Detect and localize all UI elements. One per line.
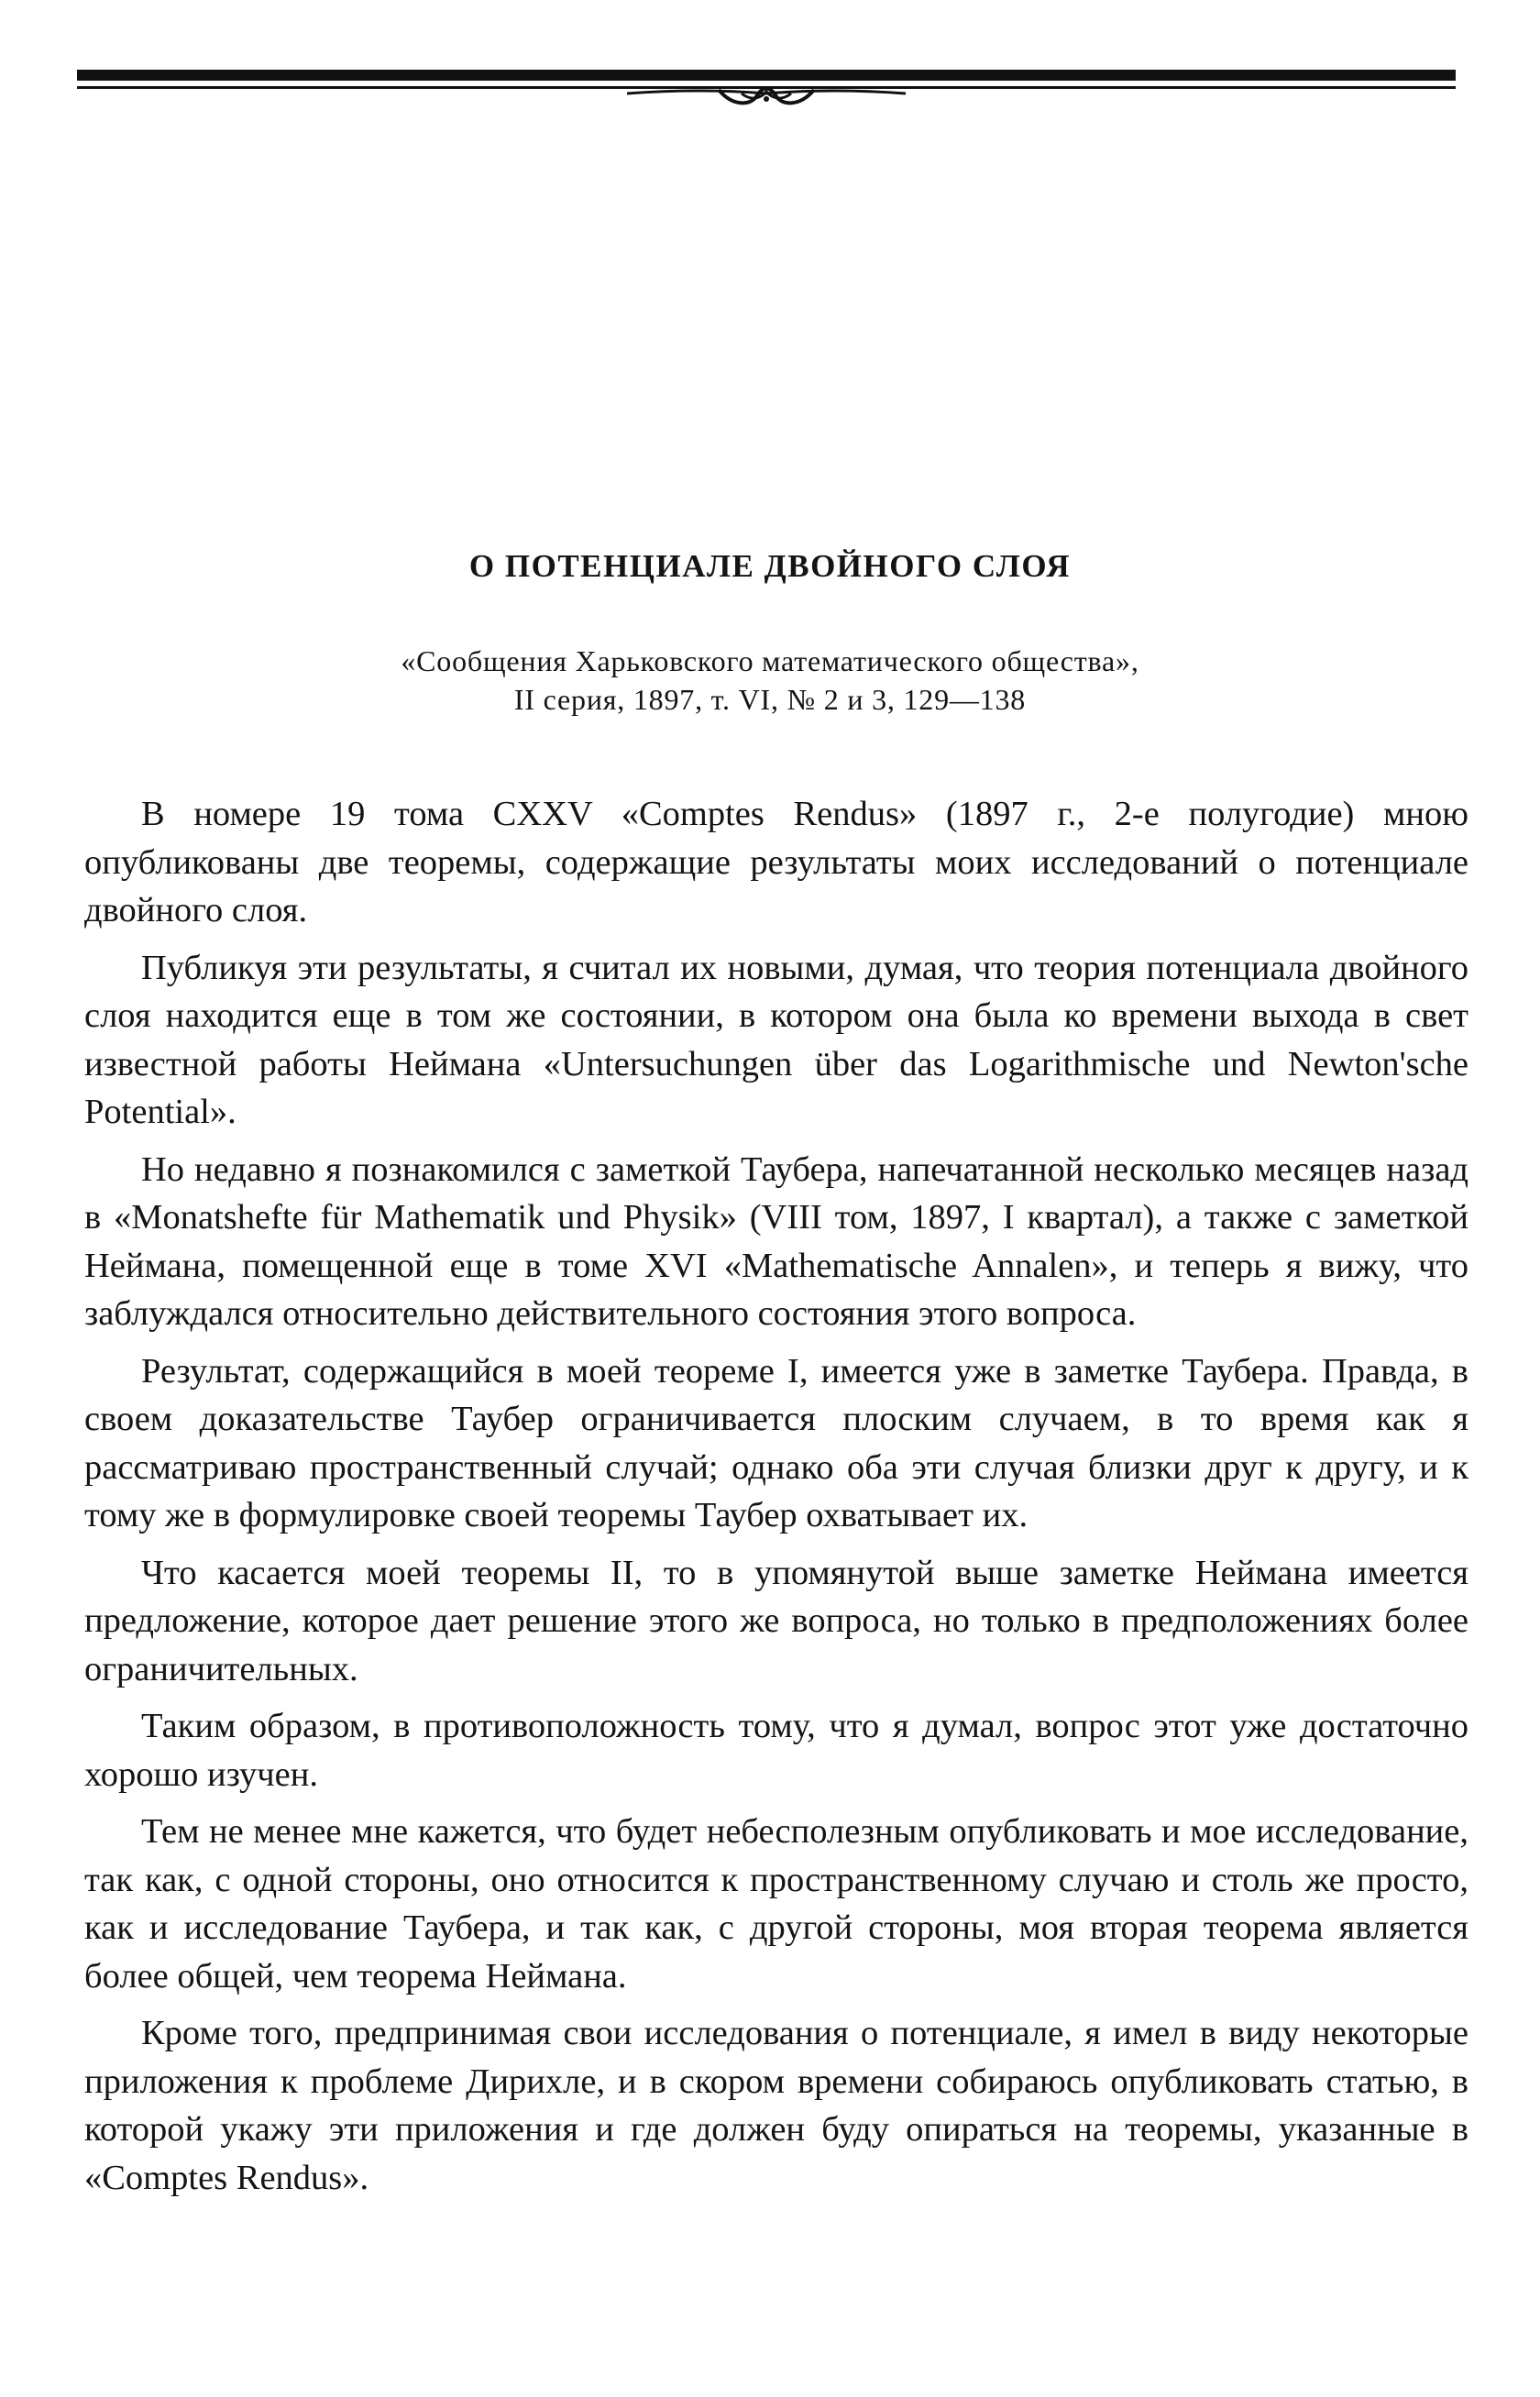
article-title: О ПОТЕНЦИАЛЕ ДВОЙНОГО СЛОЯ [468,548,1072,584]
paragraph: Результат, содержащийся в моей теореме I, имеется уже в заметке Таубера. Правда, в своем доказательстве Таубер ограничивается плоским случаем, в то время как я рассматриваю пространственный случай; однако оба эти случая близки друг к другу, и к тому же в формулировке своей теоремы Таубер охватывает их. [84,1351,1468,1534]
paragraph: В номере 19 тома CXXV «Comptes Rendus» (1897 г., 2-е полугодие) мною опубликованы две теоремы, содержащие результаты моих исследований о потенциале двойного слоя. [84,795,1468,929]
paragraph: Что касается моей теоремы II, то в упомянутой выше заметке Неймана имеется предложение, которое дает решение этого же вопроса, но только в предположениях более ограничительных. [84,1553,1468,1688]
paragraph: Таким образом, в противоположность тому, что я думал, вопрос этот уже достаточно хорошо изучен. [84,1707,1468,1794]
source-citation [0,642,1540,719]
header-ornament [77,66,1456,108]
source-line-1: «Сообщения Харьковского математического общества», [401,644,1139,677]
paragraph: Тем не менее мне кажется, что будет небесполезным опубликовать и мое исследование, так как, с одной стороны, оно относится к пространственному случаю и столь же просто, как и исследование Таубера, и так как, с другой стороны, моя вторая теорема является более общей, чем теорема Неймана. [84,1812,1468,1996]
article-body [84,790,1468,2211]
paragraph: Публикуя эти результаты, я считал их новыми, думая, что теория потенциала двойного слоя находится еще в том же состоянии, в котором она была ко времени выхода в свет известной работы Неймана «Untersuchungen über das Logarithmische und Newton'sche Potential». [84,948,1468,1131]
paragraph: Но недавно я познакомился с заметкой Таубера, напечатанной несколько месяцев назад в «Monatshefte für Mathematik und Physik» (VIII том, 1897, I квартал), а также с заметкой Неймана, помещенной еще в томе XVI «Mathematische Annalen», и теперь я вижу, что заблуждался относительно действительного состояния этого вопроса. [84,1149,1468,1333]
source-line-2: II серия, 1897, т. VI, № 2 и 3, 129—138 [513,683,1027,716]
paragraph: Кроме того, предпринимая свои исследования о потенциале, я имел в виду некоторые приложения к проблеме Дирихле, и в скором времени собираюсь опубликовать статью, в которой укажу эти приложения и где должен буду опираться на теоремы, указанные в «Comptes Rendus». [84,2014,1468,2197]
